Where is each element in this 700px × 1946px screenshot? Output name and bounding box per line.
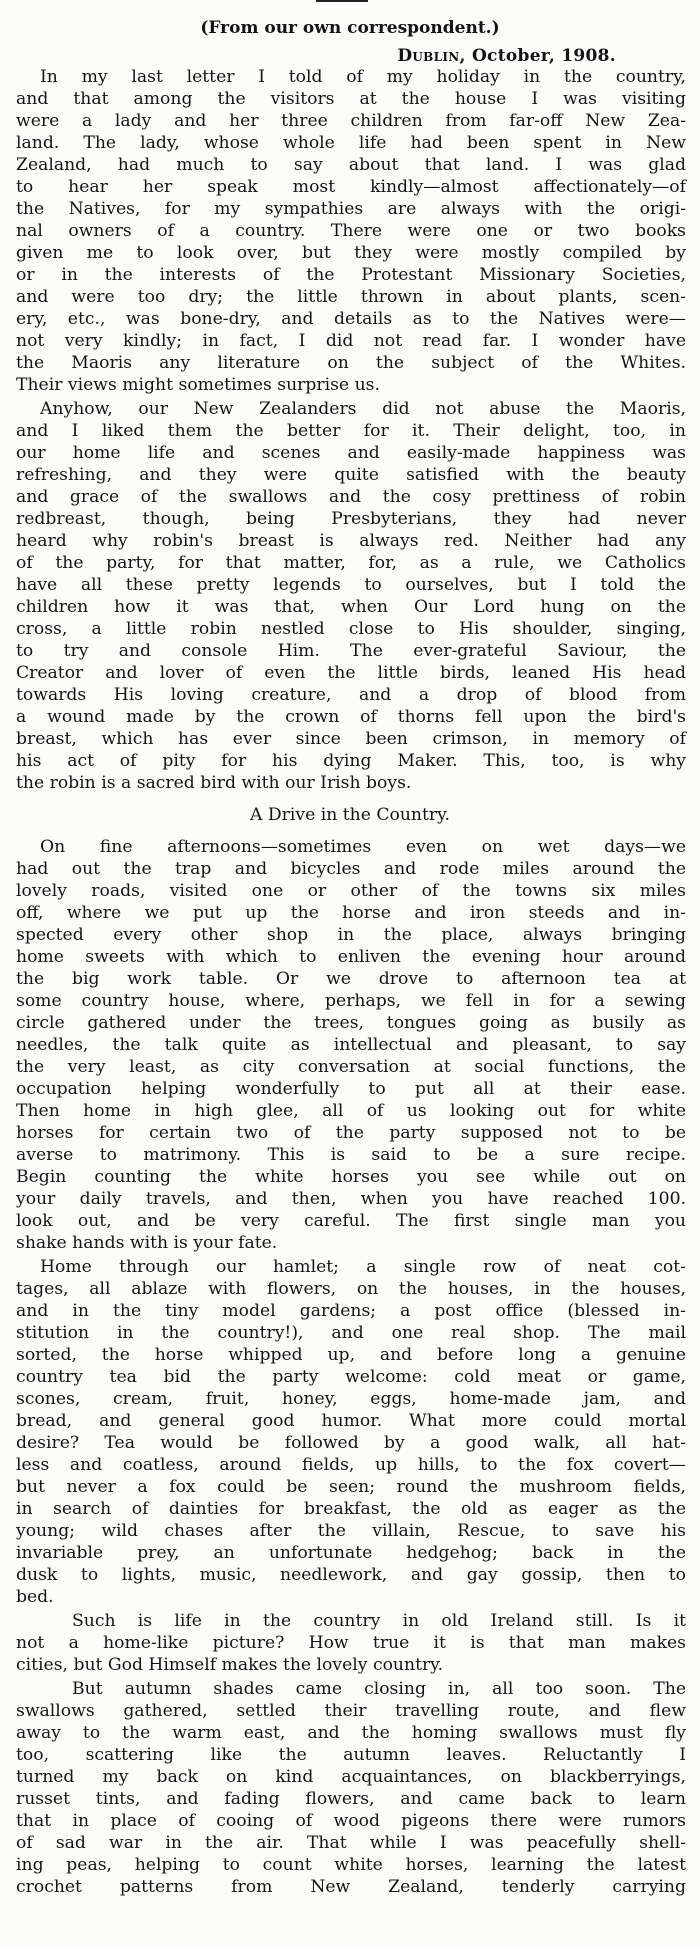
text-line: cross, a little robin nestled close to His shoulder, singing, — [16, 619, 686, 639]
text-line: But autumn shades came closing in, all too soon. The — [72, 1679, 686, 1699]
text-line: given me to look over, but they were mostly compiled by — [16, 243, 686, 263]
text-line: home sweets with which to enliven the evening hour around — [16, 947, 686, 967]
text-line: In my last letter I told of my holiday in the country, — [40, 67, 686, 87]
text-line: not very kindly; in fact, I did not read far. I wonder have — [16, 331, 686, 351]
text-line: On fine afternoons—sometimes even on wet days—we — [40, 837, 686, 857]
text-line: young; wild chases after the villain, Rescue, to save his — [16, 1521, 686, 1541]
text-line: to try and console Him. The ever-grateful Saviour, the — [16, 641, 686, 661]
text-line: but never a fox could be seen; round the mushroom fields, — [16, 1477, 686, 1497]
text-line: some country house, where, perhaps, we fell in for a sewing — [16, 991, 686, 1011]
text-line: heard why robin's breast is always red. Neither had any — [16, 531, 686, 551]
text-line: bed. — [16, 1587, 54, 1607]
text-line: have all these pretty legends to ourselves, but I told the — [16, 575, 686, 595]
text-line: look out, and be very careful. The first single man you — [16, 1211, 686, 1231]
text-line: and were too dry; the little thrown in about plants, scen- — [16, 287, 686, 307]
text-line: turned my back on kind acquaintances, on blackberryings, — [16, 1767, 686, 1787]
text-line: to hear her speak most kindly—almost affectionately—of — [16, 177, 686, 197]
text-line: too, scattering like the autumn leaves. Reluctantly I — [16, 1745, 686, 1765]
text-line: the Maoris any literature on the subject of the Whites. — [16, 353, 686, 373]
text-line: Such is life in the country in old Ireland still. Is it — [72, 1611, 686, 1631]
text-line: of the party, for that matter, for, as a rule, we Catholics — [16, 553, 686, 573]
text-line: scones, cream, fruit, honey, eggs, home-made jam, and — [16, 1389, 686, 1409]
text-line: and I liked them the better for it. Their delight, too, in — [16, 421, 686, 441]
text-line: the robin is a sacred bird with our Irish boys. — [16, 773, 412, 793]
text-line: occupation helping wonderfully to put all at their ease. — [16, 1079, 686, 1099]
text-line: not a home-like picture? How true it is that man makes — [16, 1633, 686, 1653]
text-line: swallows gathered, settled their travelling route, and flew — [16, 1701, 686, 1721]
text-line: circle gathered under the trees, tongues going as busily as — [16, 1013, 686, 1033]
text-line: breast, which has ever since been crimson, in memory of — [16, 729, 686, 749]
text-line: less and coatless, around fields, up hills, to the fox covert— — [16, 1455, 686, 1475]
text-line: Begin counting the white horses you see while out on — [16, 1167, 686, 1187]
text-line: your daily travels, and then, when you have reached 100. — [16, 1189, 686, 1209]
text-line: Anyhow, our New Zealanders did not abuse the Maoris, — [40, 399, 686, 419]
text-line: spected every other shop in the place, always bringing — [16, 925, 686, 945]
text-line: country tea bid the party welcome: cold meat or game, — [16, 1367, 686, 1387]
section-heading: A Drive in the Country. — [249, 805, 450, 825]
top-rule — [316, 0, 368, 2]
text-line: bread, and general good humor. What more could mortal — [16, 1411, 686, 1431]
text-line: were a lady and her three children from far-off New Zea- — [16, 111, 686, 131]
text-line: refreshing, and they were quite satisfied with the beauty — [16, 465, 686, 485]
text-line: towards His loving creature, and a drop of blood from — [16, 685, 686, 705]
text-line: our home life and scenes and easily-made happiness was — [16, 443, 686, 463]
text-line: stitution in the country!), and one real shop. The mail — [16, 1323, 686, 1343]
correspondent-credit: (From our own correspondent.) — [200, 18, 500, 38]
text-line: of sad war in the air. That while I was peacefully shell- — [16, 1833, 686, 1853]
text-line: invariable prey, an unfortunate hedgehog; back in the — [16, 1543, 686, 1563]
text-line: ery, etc., was bone-dry, and details as to the Natives were— — [16, 309, 686, 329]
text-line: land. The lady, whose whole life had been spent in New — [16, 133, 686, 153]
text-line: had out the trap and bicycles and rode miles around the — [16, 859, 686, 879]
text-line: needles, the talk quite as intellectual and pleasant, to say — [16, 1035, 686, 1055]
text-line: the very least, as city conversation at social functions, the — [16, 1057, 686, 1077]
text-line: his act of pity for his dying Maker. This, too, is why — [16, 751, 686, 771]
text-line: averse to matrimony. This is said to be a sure recipe. — [16, 1145, 686, 1165]
text-line: Home through our hamlet; a single row of neat cot- — [40, 1257, 686, 1277]
text-line: and that among the visitors at the house I was visiting — [16, 89, 686, 109]
text-line: that in place of cooing of wood pigeons there were rumors — [16, 1811, 686, 1831]
text-line: cities, but God Himself makes the lovely country. — [16, 1655, 444, 1675]
text-line: the big work table. Or we drove to afternoon tea at — [16, 969, 686, 989]
text-line: sorted, the horse whipped up, and before long a genuine — [16, 1345, 686, 1365]
text-line: children how it was that, when Our Lord hung on the — [16, 597, 686, 617]
text-line: a wound made by the crown of thorns fell upon the bird's — [16, 707, 686, 727]
text-line: the Natives, for my sympathies are always with the origi- — [16, 199, 686, 219]
text-line: shake hands with is your fate. — [16, 1233, 278, 1253]
text-line: off, where we put up the horse and iron steeds and in- — [16, 903, 686, 923]
text-line: or in the interests of the Protestant Missionary Societies, — [16, 265, 686, 285]
text-line: desire? Tea would be followed by a good walk, all hat- — [16, 1433, 686, 1453]
text-line: redbreast, though, being Presbyterians, they had never — [16, 509, 686, 529]
text-line: and in the tiny model gardens; a post office (blessed in- — [16, 1301, 686, 1321]
text-line: nal owners of a country. There were one or two books — [16, 221, 686, 241]
text-line: dusk to lights, music, needlework, and gay gossip, then to — [16, 1565, 686, 1585]
dateline-city: Dublin — [397, 46, 460, 66]
text-line: crochet patterns from New Zealand, tenderly carrying — [16, 1877, 686, 1897]
text-line: ing peas, helping to count white horses, learning the latest — [16, 1855, 686, 1875]
text-line: Their views might sometimes surprise us. — [16, 375, 380, 395]
text-line: russet tints, and fading flowers, and came back to learn — [16, 1789, 686, 1809]
text-line: tages, all ablaze with flowers, on the houses, in the houses, — [16, 1279, 686, 1299]
text-line: Then home in high glee, all of us looking out for white — [16, 1101, 686, 1121]
text-line: away to the warm east, and the homing swallows must fly — [16, 1723, 686, 1743]
text-line: Creator and lover of even the little birds, leaned His head — [16, 663, 686, 683]
text-line: Zealand, had much to say about that land. I was glad — [16, 155, 686, 175]
text-line: lovely roads, visited one or other of the towns six miles — [16, 881, 686, 901]
dateline — [0, 46, 616, 66]
text-line: horses for certain two of the party supposed not to be — [16, 1123, 686, 1143]
dateline-date: , October, 1908. — [459, 46, 616, 66]
text-line: in search of dainties for breakfast, the old as eager as the — [16, 1499, 686, 1519]
text-line: and grace of the swallows and the cosy prettiness of robin — [16, 487, 686, 507]
